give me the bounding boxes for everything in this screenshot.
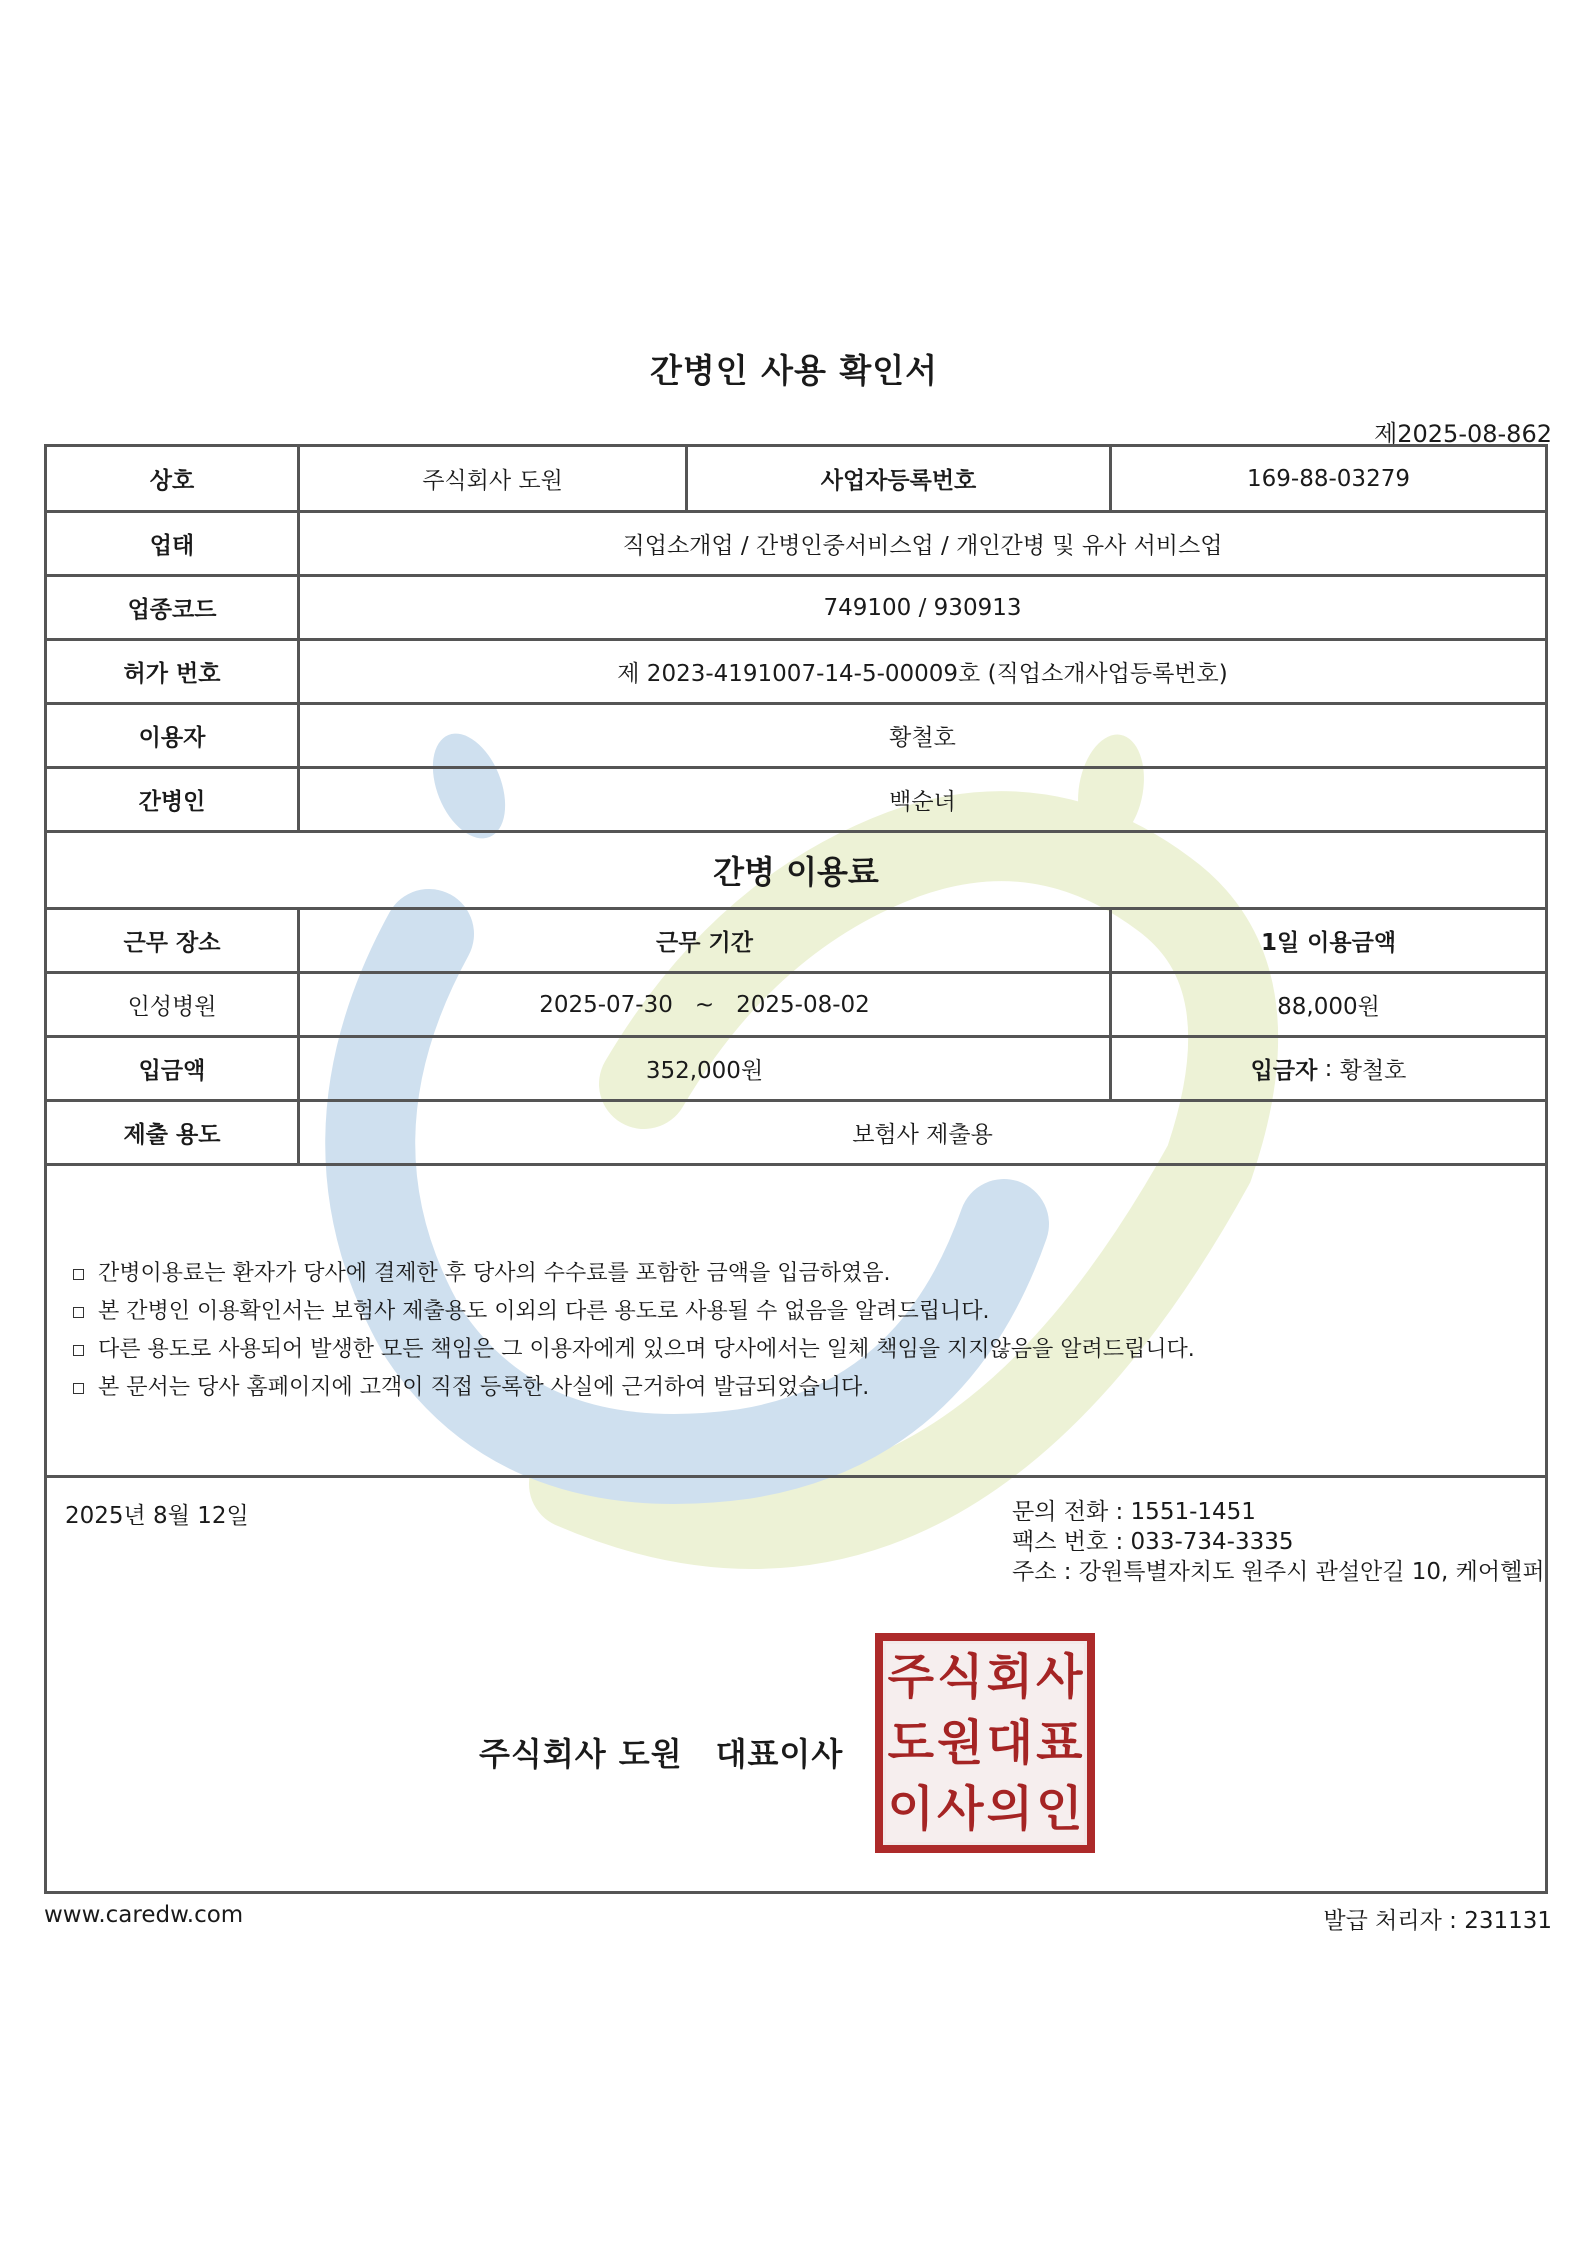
- row-fee-values: [47, 974, 1545, 1038]
- seal-char: 표: [1036, 1715, 1083, 1771]
- row-permit: [47, 641, 1545, 705]
- contact-phone: 문의 전화 : 1551-1451: [1012, 1499, 1256, 1525]
- period-end: 2025-08-02: [736, 991, 870, 1018]
- bizno-label: 사업자등록번호: [685, 447, 1109, 510]
- daily-value: 88,000원: [1109, 974, 1545, 1035]
- depositor-value: 황철호: [1339, 1058, 1407, 1084]
- seal-char: 주: [887, 1649, 934, 1705]
- industry-code-value: 749100 / 930913: [297, 577, 1545, 638]
- document-title: 간병인 사용 확인서: [649, 351, 938, 390]
- issue-date: 2025년 8월 12일: [65, 1503, 249, 1529]
- depositor-separator: :: [1317, 1055, 1340, 1082]
- fee-section-title: 간병 이용료: [713, 853, 879, 891]
- note-item: 다른 용도로 사용되어 발생한 모든 책임은 그 이용자에게 있으며 당사에서는 일체 책임을 지지않음을 알려드립니다.: [69, 1331, 1195, 1369]
- depositor: [1109, 1038, 1545, 1099]
- company-seal-stamp: [875, 1633, 1095, 1853]
- row-user: [47, 705, 1545, 769]
- caregiver-label: 간병인: [138, 789, 206, 815]
- notes-section: [47, 1166, 1545, 1478]
- user-value: 황철호: [297, 705, 1545, 766]
- seal-char: 대: [986, 1715, 1033, 1771]
- location-value: 인성병원: [127, 994, 217, 1020]
- location-label: 근무 장소: [123, 930, 221, 956]
- contact-address: 주소 : 강원특별자치도 원주시 관설안길 10, 케어헬퍼: [1012, 1559, 1545, 1585]
- deposit-value: 352,000원: [297, 1038, 1109, 1099]
- footer-processor: 발급 처리자 : 231131: [1323, 1908, 1552, 1934]
- business-value: 직업소개업 / 간병인중서비스업 / 개인간병 및 유사 서비스업: [297, 513, 1545, 574]
- row-fee-headers: [47, 910, 1545, 974]
- note-item: 본 문서는 당사 홈페이지에 고객이 직접 등록한 사실에 근거하여 발급되었습니다.: [69, 1369, 1195, 1407]
- row-industry-code: [47, 577, 1545, 641]
- period-start: 2025-07-30: [539, 991, 673, 1018]
- business-label: 업태: [149, 533, 195, 559]
- seal-char: 식: [937, 1649, 984, 1705]
- document-frame: [44, 444, 1548, 1894]
- row-business: [47, 513, 1545, 577]
- row-company: [47, 447, 1545, 513]
- row-purpose: [47, 1102, 1545, 1166]
- company-value: 주식회사 도원: [297, 447, 685, 510]
- permit-label: 허가 번호: [123, 661, 221, 687]
- company-label: 상호: [149, 468, 195, 494]
- seal-char: 사: [937, 1781, 984, 1837]
- user-label: 이용자: [138, 725, 206, 751]
- bizno-value: 169-88-03279: [1109, 447, 1545, 510]
- seal-char: 의: [986, 1781, 1033, 1837]
- seal-char: 이: [887, 1781, 934, 1837]
- period-separator: ~: [694, 991, 715, 1018]
- note-item: 본 간병인 이용확인서는 보험사 제출용도 이외의 다른 용도로 사용될 수 없음을 알려드립니다.: [69, 1293, 1195, 1331]
- contact-fax: 팩스 번호 : 033-734-3335: [1012, 1529, 1294, 1555]
- seal-char: 원: [937, 1715, 984, 1771]
- contact-info: [1012, 1497, 1545, 1587]
- seal-char: 인: [1036, 1781, 1083, 1837]
- period-value: [297, 974, 1109, 1035]
- period-label: 근무 기간: [297, 910, 1109, 971]
- row-fee-title: [47, 833, 1545, 910]
- permit-value: 제 2023-4191007-14-5-00009호 (직업소개사업등록번호): [297, 641, 1545, 702]
- footer-website: www.caredw.com: [44, 1902, 244, 1928]
- signatory: 주식회사 도원 대표이사: [479, 1735, 844, 1773]
- seal-char: 사: [1036, 1649, 1083, 1705]
- note-item: 간병이용료는 환자가 당사에 결제한 후 당사의 수수료를 포함한 금액을 입금하였음.: [69, 1255, 1195, 1293]
- daily-label: 1일 이용금액: [1109, 910, 1545, 971]
- seal-char: 도: [887, 1715, 934, 1771]
- industry-code-label: 업종코드: [127, 597, 217, 623]
- purpose-label: 제출 용도: [123, 1122, 221, 1148]
- row-caregiver: [47, 769, 1545, 833]
- purpose-value: 보험사 제출용: [297, 1102, 1545, 1163]
- seal-grid: [883, 1641, 1087, 1845]
- caregiver-value: 백순녀: [297, 769, 1545, 830]
- deposit-label: 입금액: [138, 1058, 206, 1084]
- seal-char: 회: [986, 1649, 1033, 1705]
- depositor-label: 입금자: [1250, 1058, 1318, 1084]
- row-deposit: [47, 1038, 1545, 1102]
- document-number: 제2025-08-862: [1374, 420, 1552, 448]
